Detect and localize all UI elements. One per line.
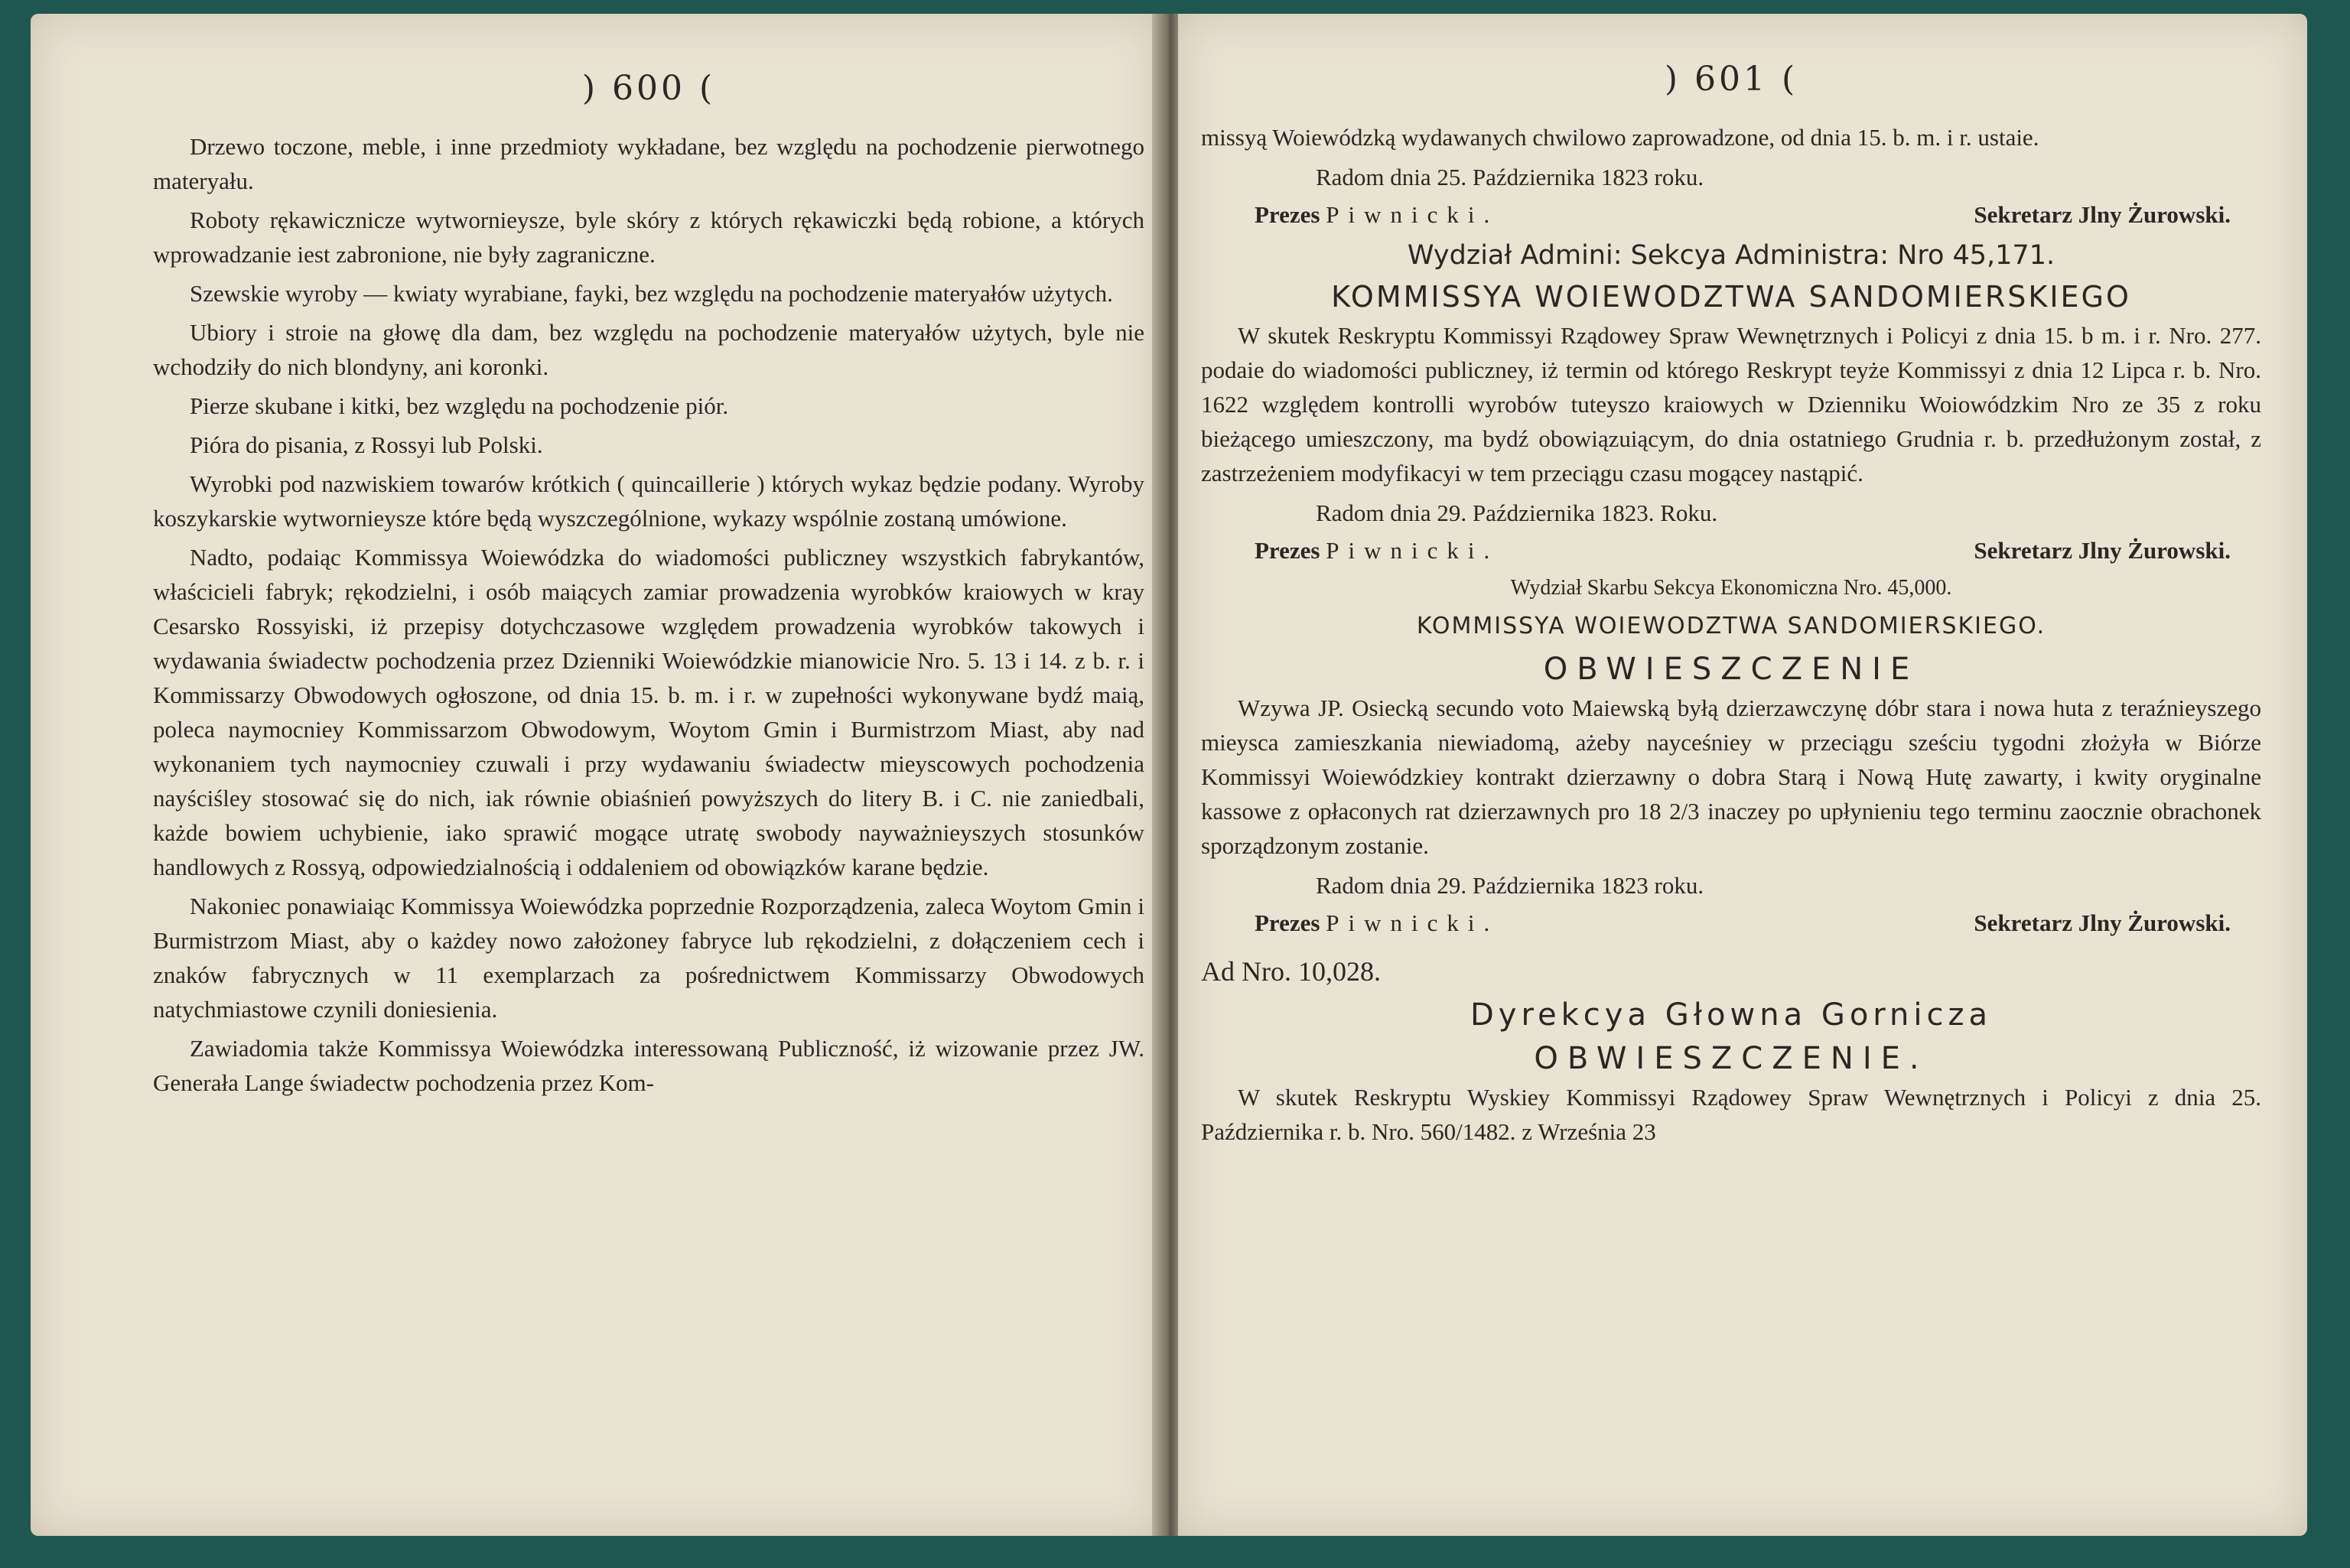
left-page-content — [31, 14, 1160, 1104]
signature-right: Sekretarz Jlny Żurowski. — [1974, 909, 2231, 936]
signature-left — [1255, 196, 1499, 234]
signature-name: Piwnicki. — [1326, 201, 1499, 228]
announcement-title: OBWIESZCZENIE. — [1534, 1041, 1928, 1076]
paragraph: Zawiadomia także Kommissya Woiewódzka interessowaną Publiczność, iż wizowanie przez JW. Generała Lange świadectw pochodzenia przez Kom- — [153, 1035, 1144, 1096]
signature-right: Sekretarz Jlny Żurowski. — [1974, 537, 2231, 564]
paragraph: Szewskie wyroby — kwiaty wyrabiane, fayki, bez względu na pochodzenie materyałów użytych. — [190, 280, 1113, 307]
paragraph: Nadto, podaiąc Kommissya Woiewódzka do wiadomości publiczney wszystkich fabrykantów, właścicieli fabryk; rękodzielni, i osób maiących zamiar prowadzenia wyrobków kraiowych w kray Cesarsko Rossyiski, iż przepisy dotychczasowe względem prowadzenia wyrobków takowych i wydawania świadectw pochodzenia przez Dzienniki Woiewódzkie mianowicie Nro. 5. 13 i 14. z b. r. i Kommissarzy Obwodowych ogłoszone, od dnia 15. b. m. i r. w zupełności wykonywane bydź maią, poleca naymocniey Kommissarzom Obwodowym, Woytom Gmin i Burmistrzom Miast, aby nad wykonaniem tych naymocniey czuwali i przy wydawaniu świadectw mieyscowych pochodzenia nayściśley stosować się do nich, iak równie obiaśnień powyższych do litery B. i C. nie zaniedbali, każde bowiem uchybienie, iako sprawić mogące utratę swobody nayważnieyszych stosunków handlowych z Rossyą, odpowiedzialnością i oddaleniem od obowiązków karane będzie. — [153, 544, 1144, 880]
paragraph: Roboty rękawicznicze wytwornieysze, byle skóry z których rękawiczki będą robione, a których wprowadzanie iest zabronione, nie były zagraniczne. — [153, 207, 1144, 268]
signature-name: Piwnicki. — [1326, 909, 1499, 936]
signature-row — [1201, 904, 2261, 942]
paragraph: Pierze skubane i kitki, bez względu na pochodzenie piór. — [190, 392, 729, 419]
paragraph: Wzywa JP. Osiecką secundo voto Maiewską byłą dzierzawczynę dóbr stara i nowa huta z teraźnieyszego mieysca zamieszkania niewiadomą, ażeby nayceśniey w przeciągu sześciu tygodni złożyła w Biórze Kommissyi Woiewódzkiey kontrakt dzierzawny o dobra Starą i Nową Hutę zawarty, i kwity oryginalne kassowe z opłaconych rat dzierzawnych pro 18 2/3 inaczey po upłynieniu tego terminu zaocznie obrachonek sporządzonym zostanie. — [1201, 695, 2261, 859]
signature-label: Prezes — [1255, 909, 1320, 936]
signature-left — [1255, 904, 1499, 942]
paragraph: Ubiory i stroie na głowę dla dam, bez względu na pochodzenie materyałów użytych, byle nie wchodziły do nich blondyny, ani koronki. — [153, 319, 1144, 380]
left-page — [31, 14, 1160, 1536]
directorate-heading: Dyrekcya Głowna Gornicza — [1470, 997, 1992, 1033]
right-page — [1178, 14, 2307, 1536]
reference-number: Ad Nro. 10,028. — [1201, 956, 1381, 987]
section-heading: KOMMISSYA WOIEWODZTWA SANDOMIERSKIEGO — [1331, 280, 2131, 314]
signature-left — [1255, 532, 1499, 570]
dateline: Radom dnia 29. Października 1823. Roku. — [1316, 499, 1718, 526]
dateline: Radom dnia 29. Października 1823 roku. — [1316, 872, 1704, 899]
continued-paragraph: missyą Woiewódzką wydawanych chwilowo zaprowadzone, od dnia 15. b. m. i r. ustaie. — [1201, 124, 2039, 151]
paragraph: Drzewo toczone, meble, i inne przedmioty wykładane, bez względu na pochodzenie pierwotnego materyału. — [153, 133, 1144, 194]
signature-name: Piwnicki. — [1326, 537, 1499, 564]
book-spread — [31, 14, 2319, 1544]
page-number-right: ) 601 ( — [1664, 60, 1798, 99]
signature-label: Prezes — [1255, 537, 1320, 564]
paragraph: Nakoniec ponawiaiąc Kommissya Woiewódzka poprzednie Rozporządzenia, zaleca Woytom Gmin i Burmistrzom Miast, aby o każdey nowo założoney fabryce lub rękodzielni, z dołączeniem cech i znaków fabrycznych w 11 exemplarzach za pośrednictwem Kommissarzy Obwodowych natychmiastowe czynili doniesienia. — [153, 893, 1144, 1023]
section-heading: KOMMISSYA WOIEWODZTWA SANDOMIERSKIEGO. — [1416, 613, 2046, 639]
signature-right: Sekretarz Jlny Żurowski. — [1974, 201, 2231, 228]
department-line: Wydział Admini: Sekcya Administra: Nro 45,171. — [1407, 240, 2055, 271]
paragraph: Pióra do pisania, z Rossyi lub Polski. — [190, 431, 543, 458]
dateline: Radom dnia 25. Października 1823 roku. — [1316, 164, 1704, 190]
page-number-left: ) 600 ( — [581, 69, 716, 108]
paragraph: W skutek Reskryptu Kommissyi Rządowey Spraw Wewnętrznych i Policyi z dnia 15. b m. i r. Nro. 277. podaie do wiadomości publiczney, iż termin od którego Reskrypt teyże Kommissyi z dnia 12 Lipca r. b. Nro. 1622 względem kontrolli wyrobów tuteyszo kraiowych w Dzienniku Woiowódzkim Nro ze 35 z roku bieżącego umieszczony, ma bydź obowiązuiącym, do dnia ostatniego Grudnia r. b. przedłużonym został, z zastrzeżeniem modyfikacyi w tem przeciągu czasu mogącey nastąpić. — [1201, 322, 2261, 486]
right-page-content — [1178, 14, 2307, 1153]
signature-label: Prezes — [1255, 201, 1320, 228]
signature-row — [1201, 532, 2261, 570]
paragraph: Wyrobki pod nazwiskiem towarów krótkich ( quincaillerie ) których wykaz będzie podany. Wyroby koszykarskie wytwornieysze które będą wyszczególnione, wykazy wspólnie zostaną umówione. — [153, 470, 1144, 532]
department-line: Wydział Skarbu Sekcya Ekonomiczna Nro. 45,000. — [1510, 576, 1952, 600]
paragraph: W skutek Reskryptu Wyskiey Kommissyi Rządowey Spraw Wewnętrznych i Policyi z dnia 25. Października r. b. Nro. 560/1482. z Września 23 — [1201, 1084, 2261, 1145]
signature-row — [1201, 196, 2261, 234]
announcement-title: OBWIESZCZENIE — [1543, 652, 1919, 687]
